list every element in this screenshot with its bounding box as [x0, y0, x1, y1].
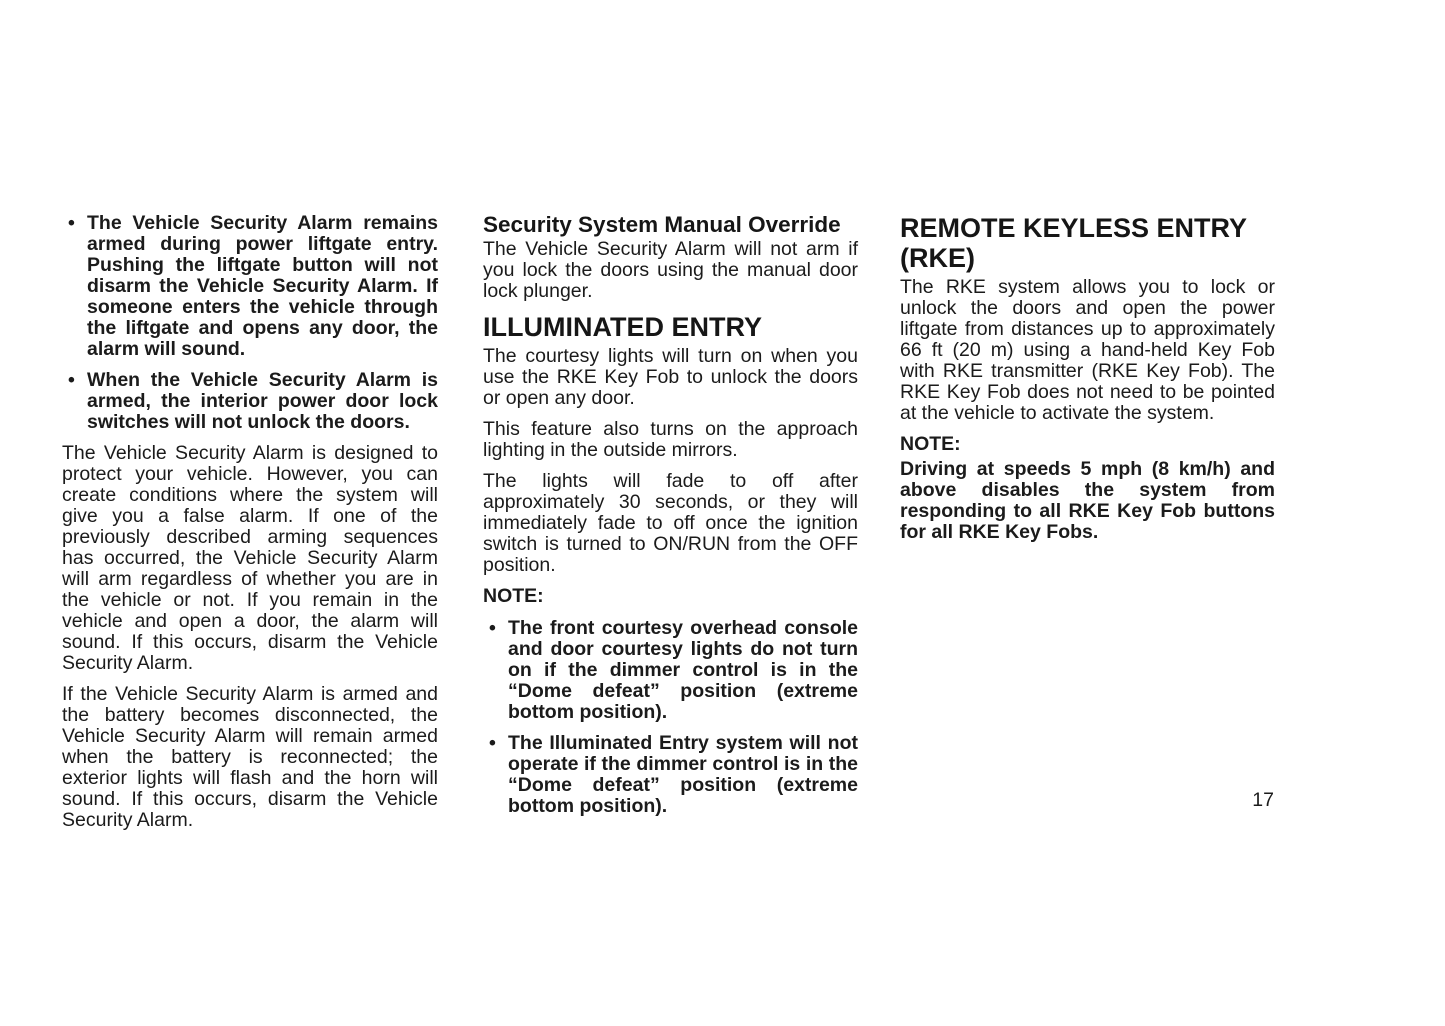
- heading-remote-keyless-entry: REMOTE KEYLESS ENTRY (RKE): [900, 213, 1247, 273]
- list-item-door-lock-switches: • When the Vehicle Security Alarm is armed, the interior power door lock switches will not unlock the doors.: [62, 370, 438, 433]
- heading-illuminated-entry: ILLUMINATED ENTRY: [483, 312, 762, 342]
- list-item-liftgate-entry: • The Vehicle Security Alarm remains armed during power liftgate entry. Pushing the liftgate button will not disarm the Vehicle Security Alarm. If someone enters the vehicle through the liftgate and opens any door, the alarm will sound.: [62, 213, 438, 360]
- list-item-dome-defeat-illuminated: • The Illuminated Entry system will not operate if the dimmer control is in the “Dome defeat” position (extreme bottom position).: [483, 733, 858, 817]
- paragraph-false-alarm: The Vehicle Security Alarm is designed to protect your vehicle. However, you can create conditions where the system will give you a false alarm. If one of the previously described arming sequences has occurred, the Vehicle Security Alarm will arm regardless of whether you are in the vehicle or not. If you remain in the vehicle and open a door, the alarm will sound. If this occurs, disarm the Vehicle Security Alarm.: [62, 442, 438, 674]
- security-alarm-bullet-list: [62, 213, 438, 433]
- column-vehicle-security-alarm: [62, 213, 438, 841]
- subheading-security-system-manual-override: Security System Manual Override: [483, 212, 841, 237]
- column-remote-keyless-entry: [900, 213, 1275, 553]
- page-number: 17: [1252, 789, 1274, 811]
- note-label: NOTE:: [900, 433, 961, 455]
- text-columns: [62, 213, 1275, 841]
- list-item-dome-defeat-courtesy: • The front courtesy overhead console and door courtesy lights do not turn on if the dimmer control is in the “Dome defeat” position (extreme bottom position).: [483, 618, 858, 723]
- paragraph-courtesy-lights: The courtesy lights will turn on when you use the RKE Key Fob to unlock the doors or open any door.: [483, 345, 858, 409]
- note-bullet-list: [483, 618, 858, 817]
- paragraph-battery-disconnect: If the Vehicle Security Alarm is armed and the battery becomes disconnected, the Vehicle Security Alarm will remain armed when the battery is reconnected; the exterior lights will flash and the horn will sound. If this occurs, disarm the Vehicle Security Alarm.: [62, 683, 438, 831]
- column-illuminated-entry: [483, 213, 858, 827]
- paragraph-manual-override: The Vehicle Security Alarm will not arm if you lock the doors using the manual door lock plunger.: [483, 238, 858, 302]
- paragraph-rke-system: The RKE system allows you to lock or unlock the doors and open the power liftgate from distances up to approximately 66 ft (20 m) using a hand-held Key Fob with RKE transmitter (RKE Key Fob). The RKE Key Fob does not need to be pointed at the vehicle to activate the system.: [900, 276, 1275, 424]
- paragraph-approach-lighting: This feature also turns on the approach lighting in the outside mirrors.: [483, 418, 858, 461]
- note-label: NOTE:: [483, 585, 544, 607]
- paragraph-rke-speed-note: Driving at speeds 5 mph (8 km/h) and above disables the system from responding to all RKE Key Fob buttons for all RKE Key Fobs.: [900, 458, 1275, 543]
- paragraph-lights-fade: The lights will fade to off after approximately 30 seconds, or they will immediately fade to off once the ignition switch is turned to ON/RUN from the OFF position.: [483, 470, 858, 576]
